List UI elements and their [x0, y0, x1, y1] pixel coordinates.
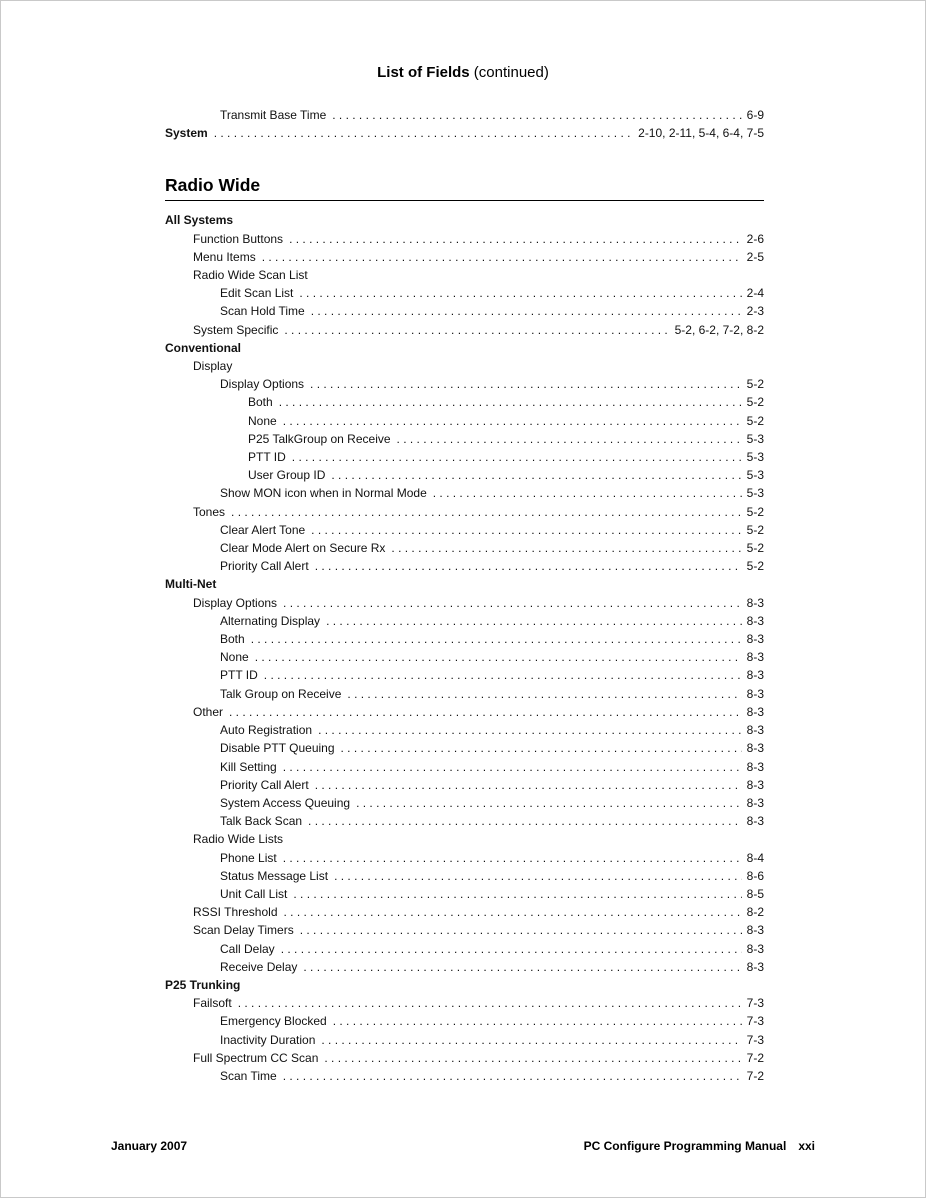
toc-entry-page: 5-2	[746, 541, 764, 556]
page-footer	[111, 1139, 815, 1153]
dot-leader	[333, 1012, 742, 1030]
toc-entry-label: Show MON icon when in Normal Mode	[220, 486, 427, 501]
toc-entry-label: Priority Call Alert	[220, 559, 309, 574]
toc-entry	[165, 266, 764, 284]
dot-leader	[231, 503, 742, 521]
toc-entry-label: Kill Setting	[220, 759, 277, 774]
toc-entry-label: P25 TalkGroup on Receive	[248, 431, 391, 446]
dot-leader	[284, 321, 669, 339]
toc-entry-page: 7-2	[746, 1050, 764, 1065]
toc-entry-page: 5-3	[746, 450, 764, 465]
toc-entry	[165, 867, 764, 885]
toc-entry	[165, 302, 764, 320]
toc-entry-label: System	[165, 126, 208, 141]
toc-entry	[165, 849, 764, 867]
toc-entry-label: Scan Hold Time	[220, 304, 305, 319]
toc-entry-label: Talk Back Scan	[220, 814, 303, 829]
toc-entry	[165, 357, 764, 375]
toc-entry	[165, 1012, 764, 1030]
toc-entry-page: 8-3	[746, 923, 764, 938]
toc-entry	[165, 758, 764, 776]
dot-leader	[318, 721, 742, 739]
dot-leader	[324, 1049, 741, 1067]
toc-entry-page: 2-5	[746, 249, 764, 264]
dot-leader	[283, 1067, 742, 1085]
toc-entry	[165, 211, 764, 229]
toc-entry-page: 8-3	[746, 759, 764, 774]
dot-leader	[283, 412, 742, 430]
toc-entry-page: 5-3	[746, 486, 764, 501]
toc-entry	[165, 448, 764, 466]
toc-entry-label: User Group ID	[248, 468, 326, 483]
toc-entry-page: 2-3	[746, 304, 764, 319]
toc-entry-page: 5-2, 6-2, 7-2, 8-2	[674, 322, 764, 337]
toc-entry-label: Phone List	[220, 850, 277, 865]
toc-entry-page: 8-3	[746, 686, 764, 701]
toc-entry	[165, 940, 764, 958]
dot-leader	[321, 1031, 741, 1049]
toc-entry-label: Scan Delay Timers	[193, 923, 294, 938]
toc-entry	[165, 1049, 764, 1067]
toc-entry-page: 5-2	[746, 395, 764, 410]
toc-entry-page: 6-9	[746, 108, 764, 122]
toc-entry-label: P25 Trunking	[165, 977, 241, 992]
toc-entry-label: Display Options	[193, 595, 278, 610]
toc-entry-label: All Systems	[165, 213, 234, 228]
toc-entry	[165, 503, 764, 521]
toc-entry-page: 5-2	[746, 504, 764, 519]
dot-leader	[264, 666, 742, 684]
toc-list	[165, 211, 764, 1085]
toc-entry-label: Conventional	[165, 340, 242, 355]
dot-leader	[326, 612, 742, 630]
toc-entry-label: Display	[193, 359, 233, 374]
dot-leader	[331, 466, 741, 484]
toc-entry	[165, 594, 764, 612]
toc-entry	[165, 776, 764, 794]
toc-entry-page: 7-3	[746, 1032, 764, 1047]
footer-right	[584, 1139, 815, 1153]
dot-leader	[283, 594, 742, 612]
toc-entry	[165, 339, 764, 357]
toc-entry	[165, 521, 764, 539]
toc-entry-label: Function Buttons	[193, 231, 284, 246]
toc-entry-page: 8-3	[746, 668, 764, 683]
dot-leader	[332, 106, 741, 124]
dot-leader	[214, 124, 633, 142]
toc-entry-label: Unit Call List	[220, 886, 288, 901]
toc-entry-label: Inactivity Duration	[220, 1032, 316, 1047]
toc-entry	[165, 412, 764, 430]
toc-entry-label: System Access Queuing	[220, 795, 351, 810]
toc-entry-label: Tones	[193, 504, 226, 519]
toc-entry-label: RSSI Threshold	[193, 905, 278, 920]
toc-pre-section-list	[165, 106, 764, 142]
dot-leader	[433, 484, 742, 502]
dot-leader	[300, 921, 742, 939]
toc-entry-page: 5-2	[746, 559, 764, 574]
toc-entry-label: Status Message List	[220, 868, 329, 883]
toc-entry-label: Radio Wide Scan List	[193, 268, 308, 283]
dot-leader	[255, 648, 742, 666]
toc-entry-label: Radio Wide Lists	[193, 832, 284, 847]
toc-entry	[165, 430, 764, 448]
toc-entry	[165, 958, 764, 976]
dot-leader	[279, 393, 742, 411]
toc-entry-page: 8-3	[746, 777, 764, 792]
toc-entry-label: Talk Group on Receive	[220, 686, 342, 701]
toc-entry	[165, 739, 764, 757]
toc-entry	[165, 248, 764, 266]
toc-entry	[165, 539, 764, 557]
page-title-continued: (continued)	[469, 64, 549, 81]
dot-leader	[283, 758, 742, 776]
dot-leader	[283, 849, 742, 867]
toc-entry-label: Full Spectrum CC Scan	[193, 1050, 319, 1065]
toc-entry-label: Clear Alert Tone	[220, 522, 306, 537]
toc-entry	[165, 466, 764, 484]
toc-entry	[165, 393, 764, 411]
toc-entry-page: 8-3	[746, 941, 764, 956]
toc-entry-label: Scan Time	[220, 1068, 277, 1083]
toc-entry	[165, 484, 764, 502]
dot-leader	[315, 776, 742, 794]
toc-entry-page: 8-3	[746, 814, 764, 829]
toc-entry	[165, 794, 764, 812]
dot-leader	[341, 739, 742, 757]
dot-leader	[292, 448, 742, 466]
toc-entry	[165, 106, 764, 124]
toc-entry-label: Alternating Display	[220, 613, 321, 628]
toc-entry-label: Other	[193, 704, 224, 719]
toc-entry-page: 8-6	[746, 868, 764, 883]
dot-leader	[391, 539, 741, 557]
dot-leader	[347, 685, 741, 703]
toc-entry-label: Priority Call Alert	[220, 777, 309, 792]
toc-entry-label: PTT ID	[248, 450, 286, 465]
toc-entry-label: Disable PTT Queuing	[220, 741, 335, 756]
toc-entry-label: None	[248, 413, 277, 428]
toc-entry	[165, 575, 764, 593]
dot-leader	[299, 284, 741, 302]
dot-leader	[284, 903, 742, 921]
toc-entry	[165, 921, 764, 939]
dot-leader	[308, 812, 742, 830]
toc-entry-page: 8-3	[746, 741, 764, 756]
section-heading: Radio Wide	[165, 174, 764, 201]
footer-date: January 2007	[111, 1139, 188, 1153]
toc-entry-page: 8-3	[746, 959, 764, 974]
toc-entry	[165, 885, 764, 903]
toc-entry-label: Transmit Base Time	[220, 108, 327, 122]
toc-entry	[165, 230, 764, 248]
toc-entry	[165, 721, 764, 739]
dot-leader	[229, 703, 742, 721]
toc-entry-page: 8-2	[746, 905, 764, 920]
toc-entry-page: 5-2	[746, 377, 764, 392]
toc-entry	[165, 685, 764, 703]
toc-entry	[165, 284, 764, 302]
toc-entry	[165, 612, 764, 630]
dot-leader	[356, 794, 742, 812]
toc-entry-page: 8-4	[746, 850, 764, 865]
dot-leader	[281, 940, 742, 958]
toc-entry-label: Display Options	[220, 377, 305, 392]
toc-entry-label: None	[220, 650, 249, 665]
toc-entry-label: Emergency Blocked	[220, 1014, 327, 1029]
toc-entry-label: Auto Registration	[220, 723, 313, 738]
toc-entry	[165, 1067, 764, 1085]
toc-entry-label: Both	[248, 395, 273, 410]
toc-entry-label: Menu Items	[193, 249, 256, 264]
toc-entry-page: 5-2	[746, 522, 764, 537]
toc-entry-page: 2-6	[746, 231, 764, 246]
toc-entry	[165, 1031, 764, 1049]
toc-entry	[165, 703, 764, 721]
toc-entry-label: Edit Scan List	[220, 286, 294, 301]
toc-entry-page: 2-10, 2-11, 5-4, 6-4, 7-5	[638, 126, 764, 141]
toc-content	[165, 106, 764, 1085]
dot-leader	[293, 885, 741, 903]
toc-entry-label: Call Delay	[220, 941, 275, 956]
dot-leader	[251, 630, 742, 648]
dot-leader	[262, 248, 742, 266]
dot-leader	[310, 375, 742, 393]
toc-entry-page: 8-3	[746, 632, 764, 647]
toc-entry-page: 7-2	[746, 1068, 764, 1083]
toc-entry-page: 8-5	[746, 886, 764, 901]
toc-entry-label: Both	[220, 632, 245, 647]
dot-leader	[289, 230, 742, 248]
dot-leader	[238, 994, 742, 1012]
toc-entry-label: Receive Delay	[220, 959, 298, 974]
dot-leader	[303, 958, 741, 976]
toc-entry-label: PTT ID	[220, 668, 258, 683]
toc-entry-page: 8-3	[746, 613, 764, 628]
toc-entry-page: 7-3	[746, 1014, 764, 1029]
toc-entry	[165, 666, 764, 684]
toc-entry-page: 5-2	[746, 413, 764, 428]
toc-entry	[165, 630, 764, 648]
toc-entry-page: 2-4	[746, 286, 764, 301]
toc-entry	[165, 124, 764, 142]
toc-entry	[165, 830, 764, 848]
toc-entry-page: 8-3	[746, 704, 764, 719]
toc-entry-page: 8-3	[746, 650, 764, 665]
dot-leader	[315, 557, 742, 575]
toc-entry	[165, 557, 764, 575]
toc-entry	[165, 375, 764, 393]
dot-leader	[311, 521, 741, 539]
dot-leader	[334, 867, 742, 885]
toc-entry	[165, 976, 764, 994]
toc-entry-label: System Specific	[193, 322, 279, 337]
footer-page-number: xxi	[798, 1139, 815, 1153]
toc-entry	[165, 903, 764, 921]
dot-leader	[311, 302, 742, 320]
toc-entry-page: 8-3	[746, 723, 764, 738]
toc-entry-page: 5-3	[746, 468, 764, 483]
toc-entry	[165, 812, 764, 830]
toc-entry-label: Multi-Net	[165, 577, 217, 592]
footer-manual-title: PC Configure Programming Manual	[583, 1139, 787, 1153]
toc-entry	[165, 994, 764, 1012]
toc-entry-page: 8-3	[746, 795, 764, 810]
dot-leader	[397, 430, 742, 448]
toc-entry-page: 8-3	[746, 595, 764, 610]
toc-entry-page: 5-3	[746, 431, 764, 446]
toc-entry	[165, 648, 764, 666]
page-title	[1, 1, 925, 82]
toc-entry	[165, 321, 764, 339]
page-title-main: List of Fields	[377, 64, 470, 81]
toc-entry-label: Clear Mode Alert on Secure Rx	[220, 541, 386, 556]
toc-entry-label: Failsoft	[193, 996, 232, 1011]
toc-entry-page: 7-3	[746, 996, 764, 1011]
